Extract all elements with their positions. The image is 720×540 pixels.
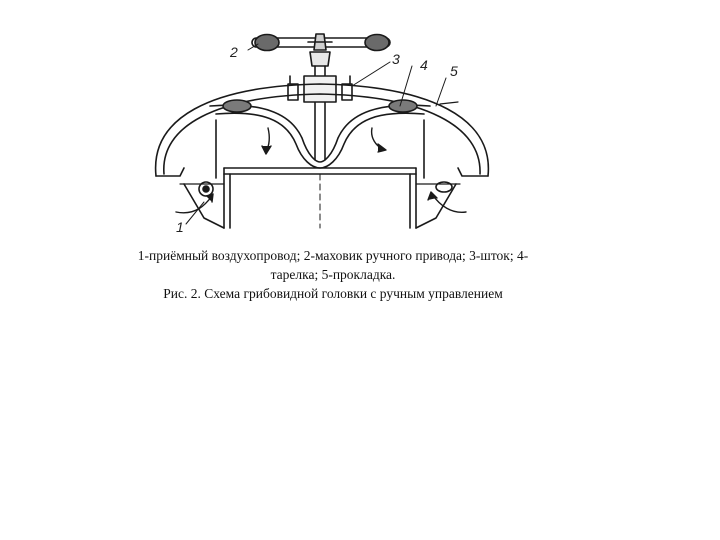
- leader-lines: [186, 44, 446, 224]
- figure-caption: [118, 246, 548, 303]
- diagram-drawing: [140, 28, 520, 238]
- label-part-1: 1: [176, 219, 184, 235]
- airflow-arrows: [176, 128, 466, 213]
- caption-title: Рис. 2. Схема грибовидной головки с ручным управлением: [163, 286, 503, 301]
- handwheel: [252, 34, 390, 66]
- intake-duct: [180, 168, 460, 228]
- label-part-5: 5: [450, 63, 458, 79]
- side-bolts: [199, 182, 452, 196]
- mushroom-head-diagram: [140, 28, 520, 238]
- label-part-3: 3: [392, 51, 400, 67]
- caption-legend: 1-приёмный воздухопровод; 2-маховик ручного привода; 3-шток; 4-тарелка; 5-прокладка.: [137, 248, 529, 282]
- valve-plate: [210, 100, 458, 168]
- label-part-4: 4: [420, 57, 428, 73]
- label-part-2: 2: [230, 44, 238, 60]
